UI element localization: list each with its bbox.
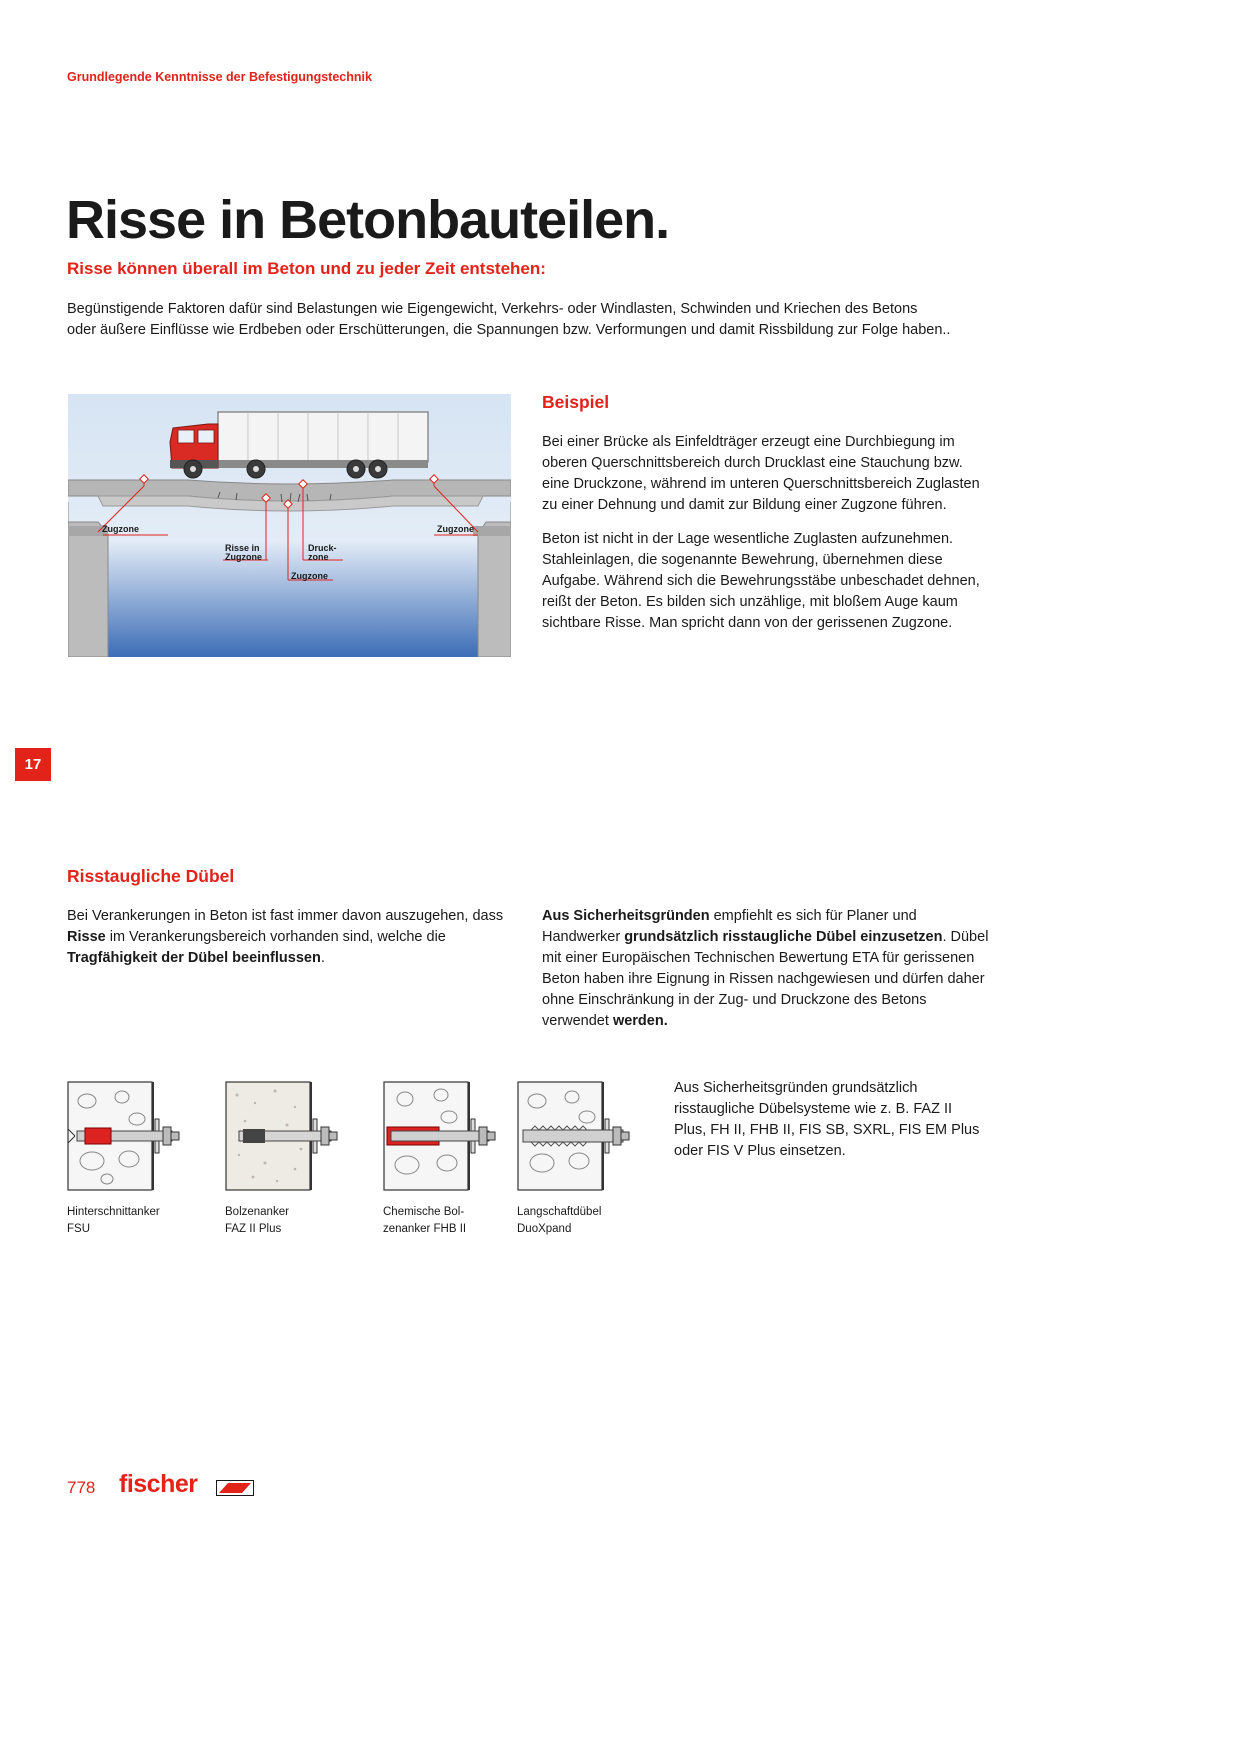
caption-line-2: zenanker FHB II [383,1223,467,1235]
intro-line-2: oder äußere Einflüsse wie Erdbeben oder Erschütterungen, die Spannungen bzw. Verformungen und damit Rissbildung zur Folge haben.. [67,322,951,338]
page-title: Risse in Betonbauteilen. [66,190,670,250]
bold-span: grundsätzlich risstaugliche Dübel einzusetzen [624,929,943,945]
caption-line-2: DuoXpand [517,1223,572,1235]
text-span: empfiehlt es sich für Planer und Handwerker [542,908,917,945]
label-druck-line-1: Druck- [308,543,337,553]
label-druck-line-2: zone [308,552,329,562]
risstauglich-right-text [542,906,990,1032]
page-subtitle: Risse können überall im Beton und zu jeder Zeit entstehen: [67,259,546,278]
anchor-image-duoxpand [517,1081,603,1191]
caption-line-2: FSU [67,1223,90,1235]
label-risse-line-2: Zugzone [225,552,262,562]
anchor-fhb-icon [383,1081,503,1191]
label-zugzone-left: Zugzone [102,524,139,534]
caption-duoxpand [517,1204,637,1238]
risstauglich-left-text [67,906,507,969]
chapter-tab[interactable]: 17 [15,748,51,781]
bold-span: Tragfähigkeit der Dübel beeinflussen [67,950,321,966]
anchor-image-faz [225,1081,311,1191]
label-druckzone [308,544,337,562]
intro-text [67,299,1027,341]
beispiel-paragraph-1: Bei einer Brücke als Einfeldträger erzeugt eine Durchbiegung im oberen Querschnittsbereich durch Drucklast eine Stauchung bzw. eine Druckzone, während im unteren Querschnittsbereich Zuglasten zu einer Dehnung und damit zur Bildung einer Zugzone führen. [542,434,980,513]
caption-line-1: Langschaftdübel [517,1206,602,1218]
text-span: . Dübel mit einer Europäischen Technischen Bewertung ETA für gerissenen Beton haben ihre Eignung in Rissen nachgewiesen und dürfen daher ohne Einschränkung in der Zug- und Druckzone des Betons verwendet [542,929,989,1029]
label-zugzone-right: Zugzone [437,524,474,534]
bold-span: werden. [612,1013,668,1029]
beispiel-text [542,432,994,647]
caption-fsu [67,1204,187,1238]
caption-line-1: Bolzenanker [225,1206,289,1218]
text-span: im Verankerungsbereich vorhanden sind, welche die [105,929,446,945]
caption-line-1: Hinterschnittanker [67,1206,160,1218]
intro-line-1: Begünstigende Faktoren dafür sind Belastungen wie Eigengewicht, Verkehrs- oder Windlasten, Schwinden und Kriechen des Betons [67,301,918,317]
caption-line-1: Chemische Bol- [383,1206,465,1218]
fischer-logo: fischer [119,1470,198,1498]
caption-faz [225,1204,345,1238]
bridge-figure [68,394,511,657]
anchor-image-fsu [67,1081,153,1191]
caption-line-2: FAZ II Plus [225,1223,282,1235]
label-zugzone-center: Zugzone [291,571,328,581]
anchor-fsu-icon [67,1081,187,1191]
anchor-image-fhb [383,1081,469,1191]
bold-span: Risse [67,929,106,945]
anchors-note: Aus Sicherheitsgründen grundsätzlich risstaugliche Dübelsysteme wie z. B. FAZ II Plus, FH II, FHB II, FIS SB, SXRL, FIS EM Plus oder FIS V Plus einsetzen. [674,1080,980,1159]
text-span: Bei Verankerungen in Beton ist fast immer davon auszugehen, dass [67,908,504,924]
fischer-badge-icon [216,1480,254,1496]
label-risse-in-zugzone [225,544,262,562]
section-label: Grundlegende Kenntnisse der Befestigungstechnik [67,70,372,84]
anchor-faz-icon [225,1081,345,1191]
label-risse-line-1: Risse in [225,543,260,553]
page-number: 778 [67,1478,96,1497]
anchor-duoxpand-icon [517,1081,637,1191]
caption-fhb [383,1204,503,1238]
beispiel-paragraph-2: Beton ist nicht in der Lage wesentliche Zuglasten aufzunehmen. Stahleinlagen, die sogenannte Bewehrung, übernehmen diese Aufgabe. Während sich die Bewehrungsstäbe unbeschadet dehnen, reißt der Beton. Es bilden sich unzählige, mit bloßem Auge kaum sichtbare Risse. Man spricht dann von der gerissenen Zugzone. [542,531,980,631]
bold-span: Aus Sicherheitsgründen [542,908,710,924]
risstauglich-heading: Risstaugliche Dübel [67,866,235,886]
beispiel-heading: Beispiel [542,392,610,412]
text-span: . [320,950,325,966]
